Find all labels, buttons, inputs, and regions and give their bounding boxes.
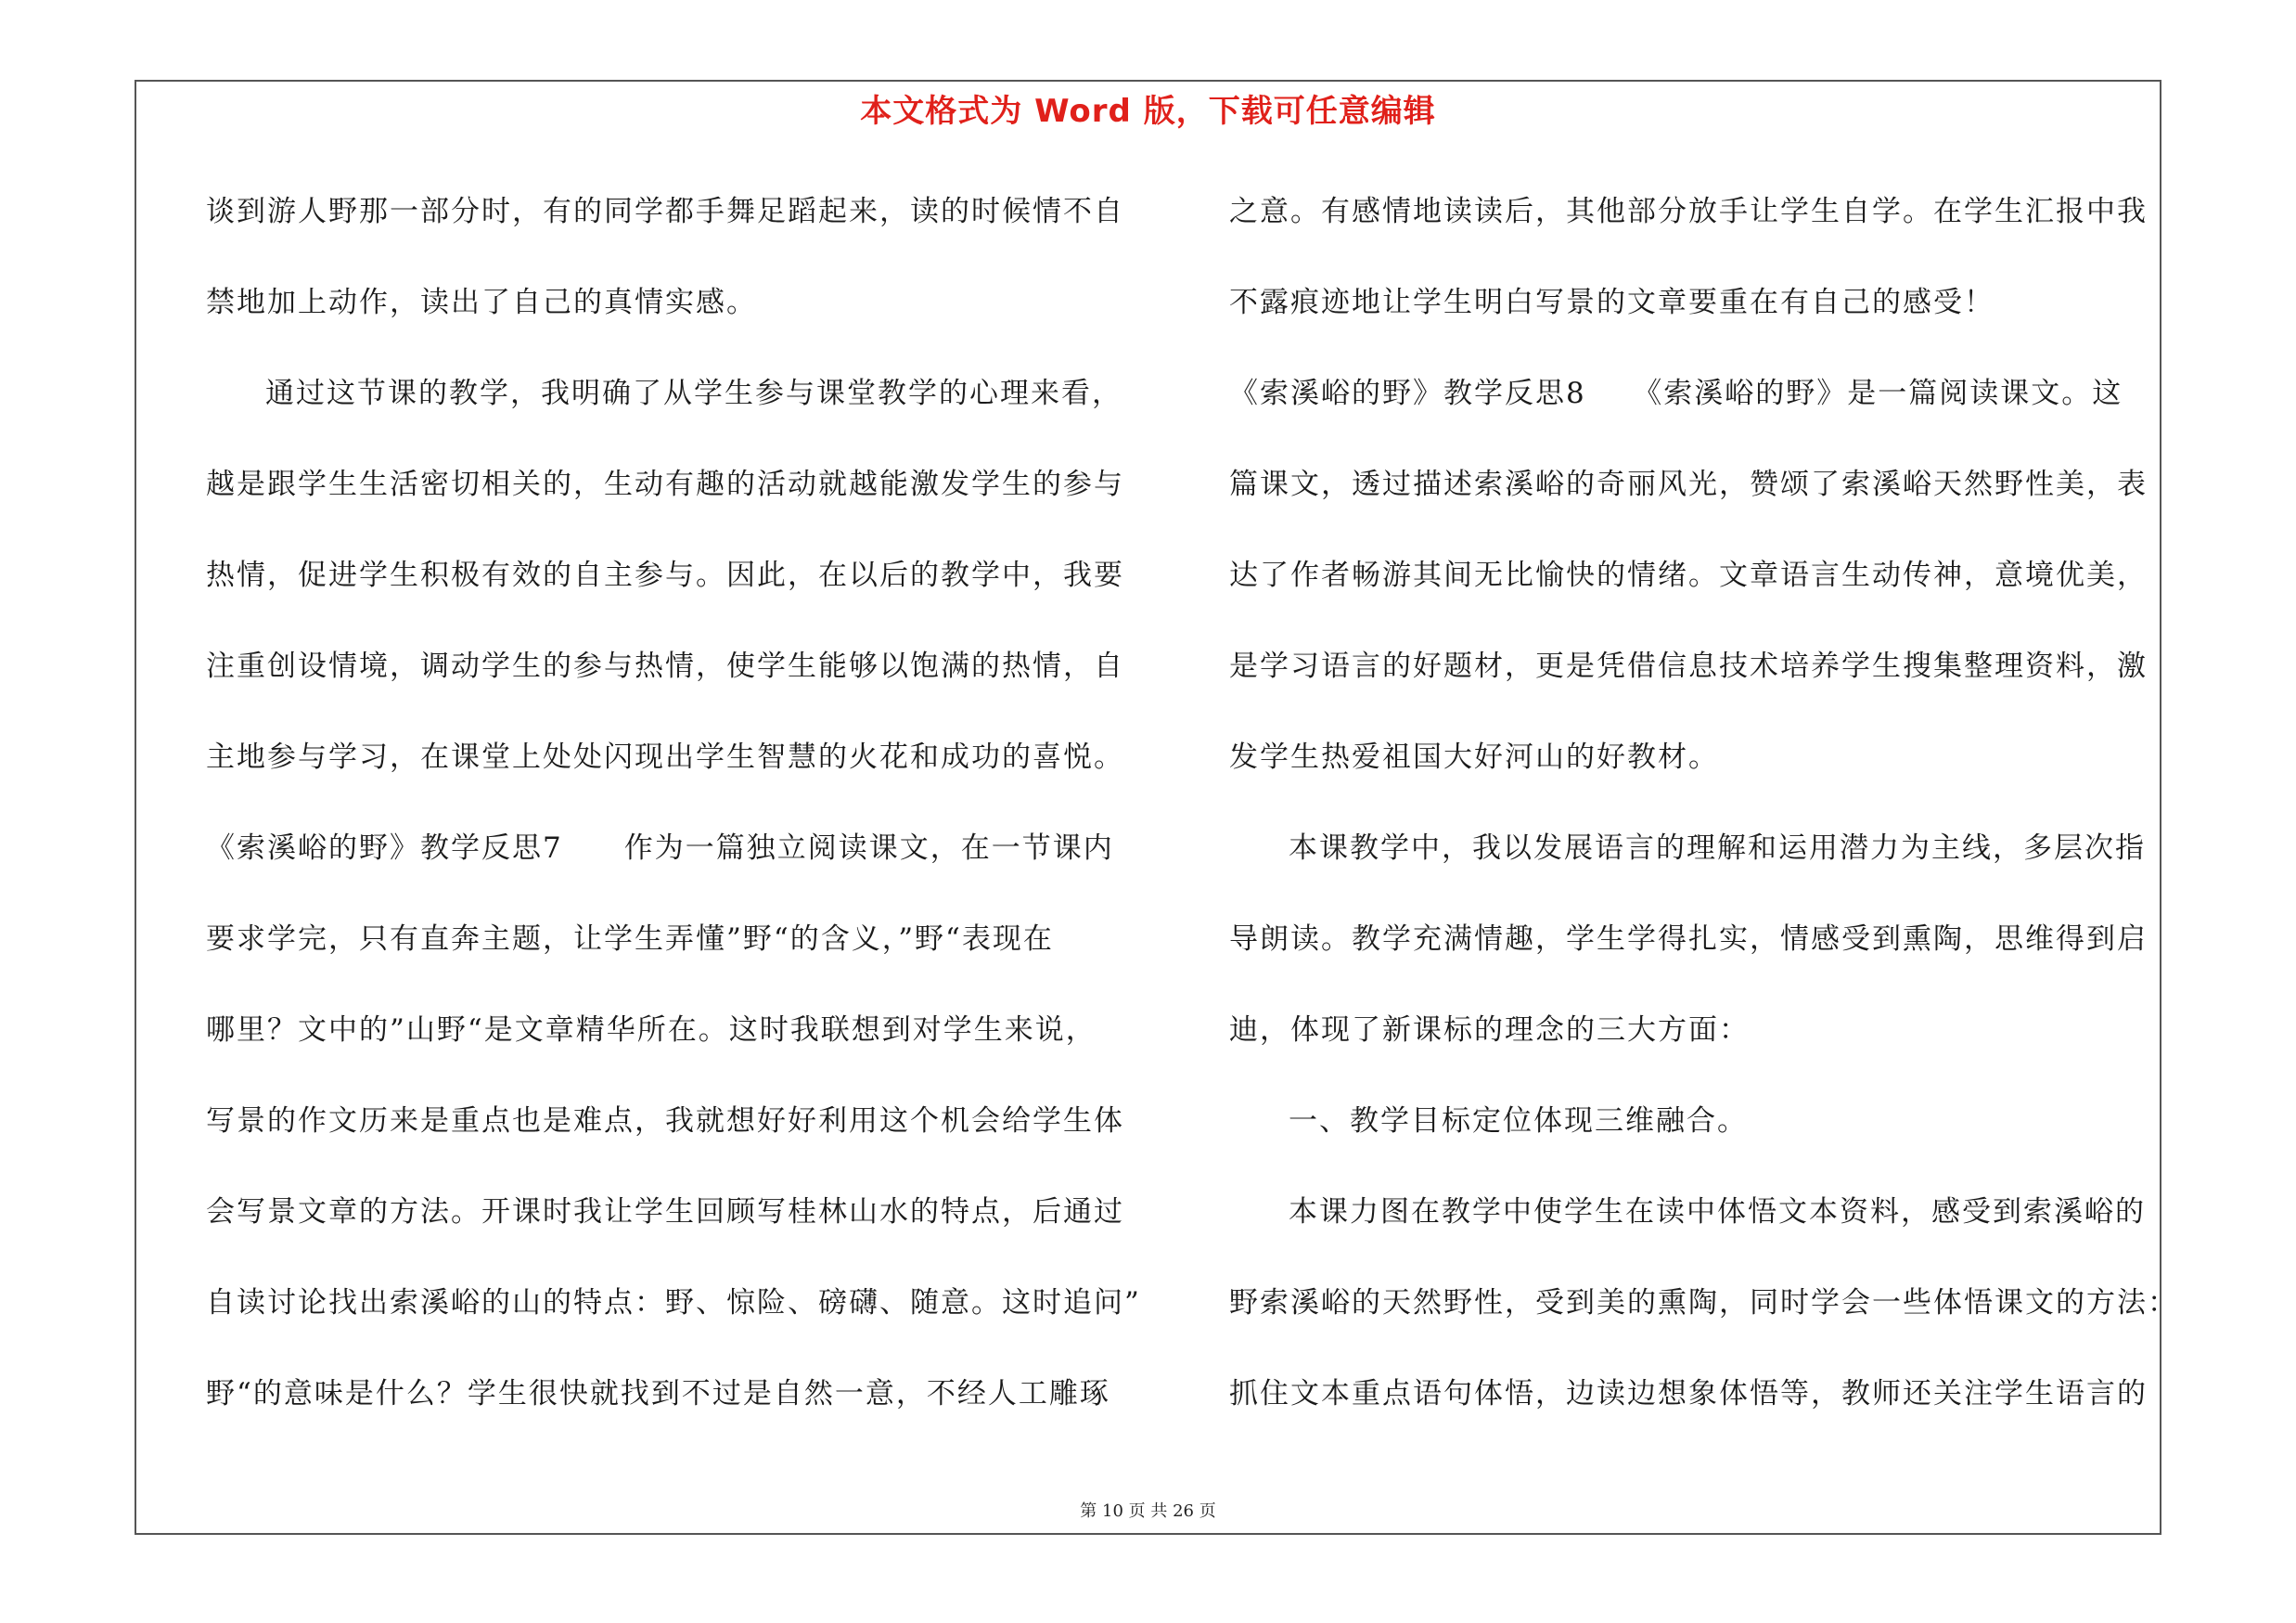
text-line: 野“的意味是什么？学生很快就找到不过是自然一意，不经人工雕琢 xyxy=(206,1377,1110,1410)
text-line: 野索溪峪的天然野性，受到美的熏陶，同时学会一些体悟课文的方法： xyxy=(1229,1286,2178,1320)
text-line: 要求学完，只有直奔主题，让学生弄懂”野“的含义，”野“表现在 xyxy=(206,922,1054,956)
word-format-banner: 本文格式为 Word 版，下载可任意编辑 xyxy=(860,93,1436,130)
left-column xyxy=(206,184,1143,1457)
text-line: 自读讨论找出索溪峪的山的特点：野、惊险、磅礴、随意。这时追问” xyxy=(206,1286,1141,1320)
text-line: 本课教学中，我以发展语言的理解和运用潜力为主线，多层次指 xyxy=(1289,831,2146,865)
text-line: 会写景文章的方法。开课时我让学生回顾写桂林山水的特点，后通过 xyxy=(206,1195,1124,1229)
text-line: 通过这节课的教学，我明确了从学生参与课堂教学的心理来看， xyxy=(265,377,1122,410)
text-line: 主地参与学习，在课堂上处处闪现出学生智慧的火花和成功的喜悦。 xyxy=(206,741,1124,774)
text-line: 发学生热爱祖国大好河山的好教材。 xyxy=(1229,741,1719,774)
text-line: 《索溪峪的野》教学反思8 《索溪峪的野》是一篇阅读课文。这 xyxy=(1229,377,2123,410)
text-line: 篇课文，透过描述索溪峪的奇丽风光，赞颂了索溪峪天然野性美，表 xyxy=(1229,468,2148,501)
text-line: 迪，体现了新课标的理念的三大方面： xyxy=(1229,1013,1750,1047)
text-line: 越是跟学生生活密切相关的，生动有趣的活动就越能激发学生的参与 xyxy=(206,468,1124,501)
right-column xyxy=(1229,184,2178,1457)
text-line: 注重创设情境，调动学生的参与热情，使学生能够以饱满的热情，自 xyxy=(206,650,1124,683)
text-line: 写景的作文历来是重点也是难点，我就想好好利用这个机会给学生体 xyxy=(206,1104,1124,1138)
text-line: 之意。有感情地读读后，其他部分放手让学生自学。在学生汇报中我 xyxy=(1229,195,2148,228)
text-line: 哪里？文中的”山野“是文章精华所在。这时我联想到对学生来说， xyxy=(206,1013,1097,1047)
text-line: 是学习语言的好题材，更是凭借信息技术培养学生搜集整理资料，激 xyxy=(1229,650,2148,683)
text-line: 导朗读。教学充满情趣，学生学得扎实，情感受到熏陶，思维得到启 xyxy=(1229,922,2148,956)
text-line: 抓住文本重点语句体悟，边读边想象体悟等，教师还关注学生语言的 xyxy=(1229,1377,2148,1410)
text-line: 达了作者畅游其间无比愉快的情绪。文章语言生动传神，意境优美， xyxy=(1229,559,2148,592)
text-line: 禁地加上动作，读出了自己的真情实感。 xyxy=(206,286,757,319)
text-line: 谈到游人野那一部分时，有的同学都手舞足蹈起来，读的时候情不自 xyxy=(206,195,1124,228)
page-number: 第 10 页 共 26 页 xyxy=(1080,1501,1216,1521)
text-line: 热情，促进学生积极有效的自主参与。因此，在以后的教学中，我要 xyxy=(206,559,1124,592)
text-line: 一、教学目标定位体现三维融合。 xyxy=(1289,1104,1748,1138)
text-line: 本课力图在教学中使学生在读中体悟文本资料，感受到索溪峪的 xyxy=(1289,1195,2146,1229)
text-line: 不露痕迹地让学生明白写景的文章要重在有自己的感受！ xyxy=(1229,286,1995,319)
text-line: 《索溪峪的野》教学反思7 作为一篇独立阅读课文，在一节课内 xyxy=(206,831,1114,865)
